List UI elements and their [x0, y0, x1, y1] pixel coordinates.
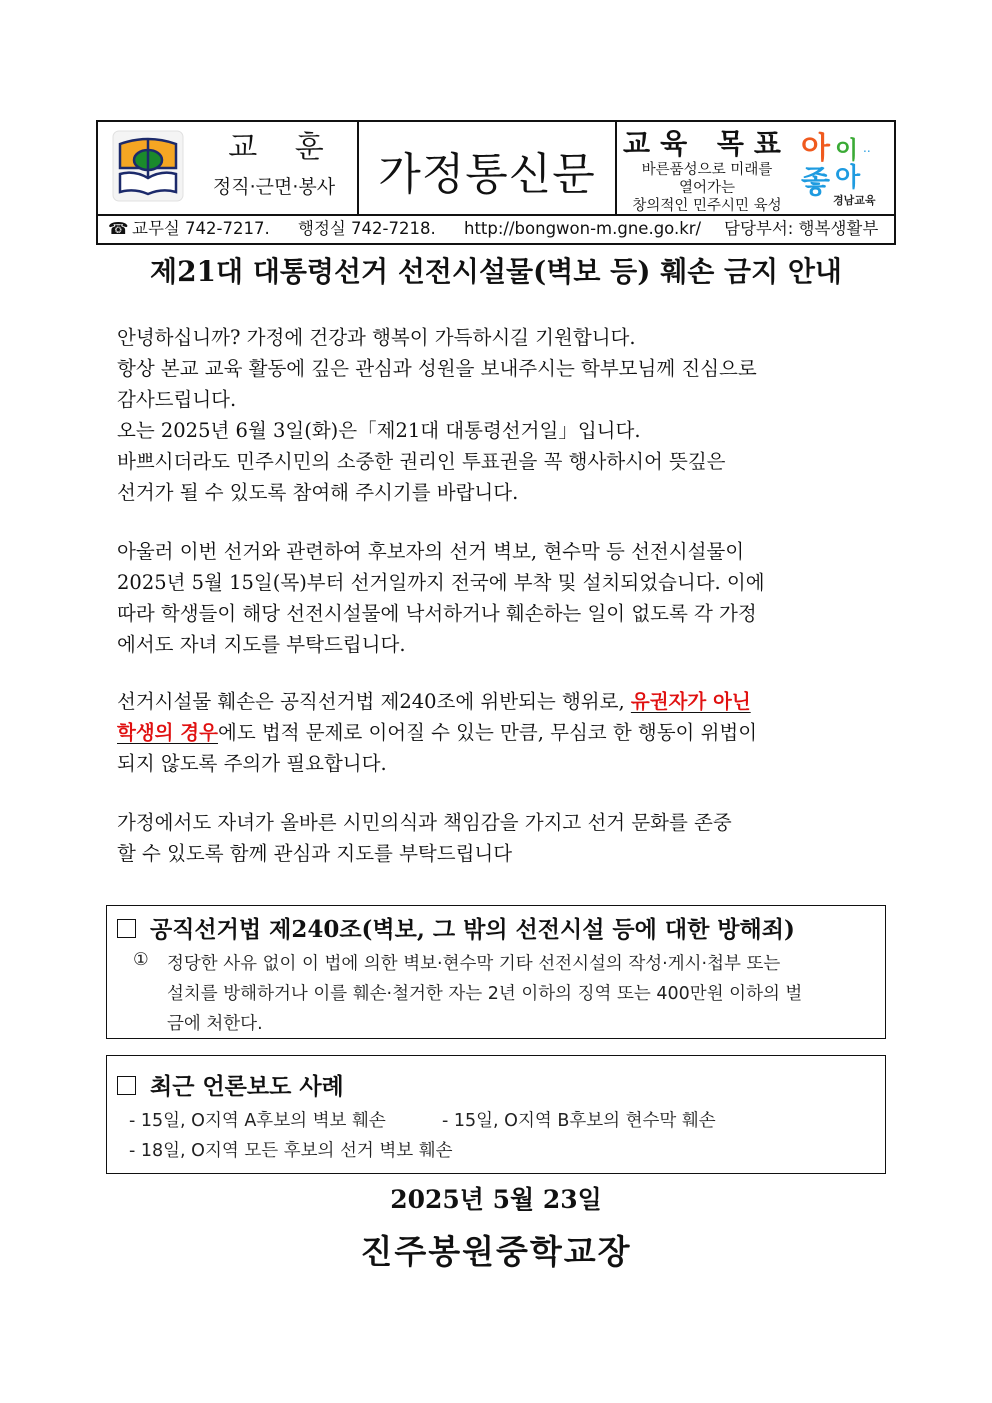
law-article-title: [117, 911, 795, 944]
motto-title: 교 훈: [228, 130, 338, 165]
motto-text: 정직·근면·봉사: [212, 176, 336, 198]
teachers-office-phone: 교무실 742-7217.: [132, 219, 270, 238]
document-title: 제21대 대통령선거 선전시설물(벽보 등) 훼손 금지 안내: [150, 255, 842, 288]
legal-warning-paragraph: [117, 686, 877, 779]
paragraph-line: [117, 717, 877, 748]
letterhead-top-row: [98, 122, 894, 216]
education-goal-line: 바른품성으로 미래를: [641, 162, 773, 178]
paragraph-line: 할 수 있도록 함께 관심과 지도를 부탁드립니다: [117, 842, 513, 865]
paragraph-line: 따라 학생들이 해당 선전시설물에 낙서하거나 훼손하는 일이 없도록 각 가정: [117, 602, 757, 625]
highlighted-warning: 유권자가 아닌: [630, 690, 751, 713]
law-article-title-text: 공직선거법 제240조(벽보, 그 밖의 선전시설 등에 대한 방해죄): [150, 916, 795, 943]
svg-text:좋: 좋: [801, 165, 830, 200]
news-item: - 18일, O지역 모든 후보의 선거 벽보 훼손: [129, 1141, 453, 1161]
news-reports-title-text: 최근 언론보도 사례: [150, 1073, 344, 1100]
svg-text:아: 아: [801, 131, 830, 166]
greeting-paragraph: [117, 322, 877, 508]
svg-text:경남교육: 경남교육: [833, 194, 876, 207]
svg-text:..: ..: [863, 141, 871, 155]
department: 담당부서: 행복생활부: [724, 219, 879, 238]
svg-text:이: 이: [835, 136, 859, 164]
paragraph-line: 선거가 될 수 있도록 참여해 주시기를 바랍니다.: [117, 481, 519, 504]
newsletter-title: 가정통신문: [378, 149, 596, 200]
circled-one-marker: ①: [133, 950, 149, 970]
education-goal-cell: [617, 122, 894, 214]
svg-text:아: 아: [835, 163, 861, 193]
brand-logo-icon: [797, 126, 891, 210]
news-item: - 15일, O지역 A후보의 벽보 훼손: [129, 1111, 386, 1131]
education-goal-line: 열어가는: [678, 180, 736, 196]
news-reports-box: [106, 1055, 886, 1174]
law-text-line: 설치를 방해하거나 이를 훼손·철거한 자는 2년 이하의 징역 또는 400만원 이하의 벌: [167, 984, 803, 1004]
paragraph-line: 바쁘시더라도 민주시민의 소중한 권리인 투표권을 꼭 행사하시어 뜻깊은: [117, 450, 726, 473]
checkbox-square-icon: [117, 919, 136, 938]
school-website-link[interactable]: http://bongwon-m.gne.go.kr/: [464, 219, 702, 238]
paragraph-text: 에도 법적 문제로 이어질 수 있는 만큼, 무심코 한 행동이 위법이: [217, 721, 758, 744]
law-text-line: 금에 처한다.: [167, 1014, 263, 1034]
closing-paragraph: [117, 807, 877, 869]
gyeongnam-education-logo: [797, 126, 891, 210]
education-goal-line: 창의적인 민주시민 육성: [632, 198, 782, 214]
education-goal-title: 교육 목표: [623, 127, 791, 160]
school-motto-cell: [98, 122, 359, 214]
paragraph-line: 감사드립니다.: [117, 388, 237, 411]
checkbox-square-icon: [117, 1076, 136, 1095]
paragraph-line: [117, 686, 877, 717]
law-text-line: 정당한 사유 없이 이 법에 의한 벽보·현수막 기타 선전시설의 작성·게시·첩부 또는: [167, 954, 781, 974]
news-item: - 15일, O지역 B후보의 현수막 훼손: [442, 1111, 716, 1131]
paragraph-line: 아울러 이번 선거와 관련하여 후보자의 선거 벽보, 현수막 등 선전시설물이: [117, 540, 745, 563]
phone-icon: ☎: [108, 219, 129, 238]
contact-row: [98, 214, 894, 243]
newsletter-title-cell: [359, 122, 617, 214]
campaign-materials-paragraph: [117, 536, 877, 660]
law-article-box: [106, 905, 886, 1039]
paragraph-text: 선거시설물 훼손은 공직선거법 제240조에 위반되는 행위로,: [117, 690, 631, 713]
school-emblem-icon: [112, 130, 184, 202]
letterhead: [96, 120, 896, 245]
document-date: 2025년 5월 23일: [390, 1185, 602, 1214]
paragraph-line: 2025년 5월 15일(목)부터 선거일까지 전국에 부착 및 설치되었습니다. 이에: [117, 571, 765, 594]
paragraph-line: 오는 2025년 6월 3일(화)은「제21대 대통령선거일」입니다.: [117, 419, 641, 442]
signer: 진주봉원중학교장: [360, 1232, 632, 1271]
paragraph-line: 가정에서도 자녀가 올바른 시민의식과 책임감을 가지고 선거 문화를 존중: [117, 811, 732, 834]
news-reports-title: [117, 1068, 344, 1101]
paragraph-line: 항상 본교 교육 활동에 깊은 관심과 성원을 보내주시는 학부모님께 진심으로: [117, 357, 757, 380]
paragraph-line: 안녕하십니까? 가정에 건강과 행복이 가득하시길 기원합니다.: [117, 326, 636, 349]
highlighted-warning: 학생의 경우: [117, 721, 218, 744]
paragraph-line: 되지 않도록 주의가 필요합니다.: [117, 752, 387, 775]
admin-office-phone: 행정실 742-7218.: [298, 219, 436, 238]
paragraph-line: 에서도 자녀 지도를 부탁드립니다.: [117, 633, 406, 656]
